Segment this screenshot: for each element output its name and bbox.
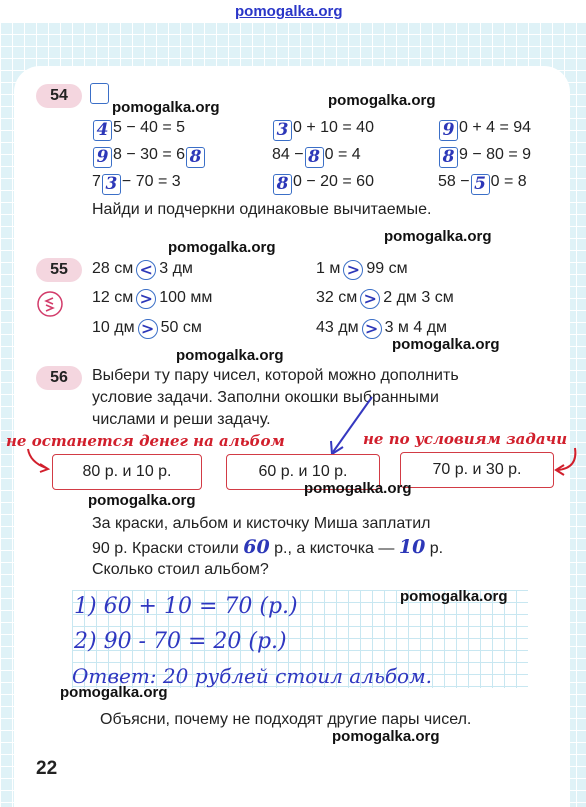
task-56-text-line-1: Выбери ту пару чисел, которой можно дополнить: [92, 367, 459, 384]
watermark: pomogalka.org: [332, 728, 440, 745]
comparison-sign-circle[interactable]: >: [343, 260, 363, 280]
comparison-left-value: 28 см: [92, 260, 134, 277]
solution-answer: Ответ: 20 рублей стоил альбом.: [72, 664, 433, 688]
equation-text: 84 −: [272, 146, 304, 163]
comparison-sign-circle[interactable]: >: [360, 289, 380, 309]
watermark-top[interactable]: pomogalka.org: [235, 3, 343, 20]
watermark: pomogalka.org: [88, 492, 196, 509]
comparison-sign-circle[interactable]: >: [138, 319, 158, 339]
page-number: 22: [36, 758, 58, 779]
watermark: pomogalka.org: [384, 228, 492, 245]
digit-answer-box[interactable]: 9: [93, 147, 112, 168]
solution-step-2: 2) 90 - 70 = 20 (р.): [74, 629, 287, 654]
equation-text: 5 − 40 = 5: [113, 119, 186, 136]
comparison-left-value: 10 дм: [92, 319, 135, 336]
comparison-sign-circle[interactable]: >: [362, 319, 382, 339]
watermark: pomogalka.org: [400, 588, 508, 605]
comparison-right-value: 3 м 4 дм: [384, 319, 448, 336]
digit-answer-box[interactable]: 8: [439, 147, 458, 168]
equation-text: 0 = 4: [324, 146, 361, 163]
comparison-left-value: 43 дм: [316, 319, 359, 336]
digit-answer-box[interactable]: 4: [93, 120, 112, 141]
explain-instruction: Объясни, почему не подходят другие пары чисел.: [100, 711, 472, 728]
equation-text: 0 + 10 = 40: [293, 119, 374, 136]
watermark: pomogalka.org: [112, 99, 220, 116]
watermark: pomogalka.org: [176, 347, 284, 364]
equation-text: 7: [92, 173, 101, 190]
equation-text: 0 + 4 = 94: [459, 119, 532, 136]
comparison-right-value: 2 дм 3 см: [383, 289, 454, 306]
problem-line-2-start: 90 р. Краски стоили: [92, 540, 239, 557]
watermark: pomogalka.org: [328, 92, 436, 109]
equation-text: 58 −: [438, 173, 470, 190]
digit-answer-box[interactable]: 3: [273, 120, 292, 141]
task-55-number: 55: [36, 258, 82, 282]
comparison-right-value: 99 см: [366, 260, 408, 277]
equation-text: 0 = 8: [490, 173, 527, 190]
problem-line-3: Сколько стоил альбом?: [92, 561, 269, 578]
problem-line-1: За краски, альбом и кисточку Миша заплатил: [92, 515, 431, 532]
comparison-right-value: 50 см: [160, 319, 202, 336]
digit-answer-box[interactable]: 8: [305, 147, 324, 168]
digit-answer-box[interactable]: 8: [186, 147, 205, 168]
task-54-instruction: Найди и подчеркни одинаковые вычитаемые.: [92, 201, 432, 218]
pair-option-2[interactable]: 60 р. и 10 р.: [226, 454, 380, 490]
task-56-text-line-3: числами и реши задачу.: [92, 411, 271, 428]
equation-text: − 70 = 3: [121, 173, 181, 190]
comparison-sign-circle[interactable]: <: [136, 260, 156, 280]
watermark: pomogalka.org: [392, 336, 500, 353]
problem-line-2: [92, 537, 443, 559]
comparison-right-value: 3 дм: [159, 260, 193, 277]
comparison-sign-circle[interactable]: >: [136, 289, 156, 309]
paint-price-answer[interactable]: 60: [243, 536, 270, 558]
digit-answer-box[interactable]: 9: [439, 120, 458, 141]
equation-text: 8 − 30 = 6: [113, 146, 186, 163]
task-56-number: 56: [36, 366, 82, 390]
digit-answer-box[interactable]: 3: [102, 174, 121, 195]
watermark: pomogalka.org: [304, 480, 412, 497]
brush-price-answer[interactable]: 10: [398, 536, 426, 558]
equation-text: 0 − 20 = 60: [293, 173, 374, 190]
comparison-left-value: 32 см: [316, 289, 358, 306]
note-right: не по условиям задачи: [363, 430, 568, 448]
problem-line-2-end: р.: [429, 540, 444, 557]
arrow-middle: [333, 397, 372, 452]
watermark: pomogalka.org: [60, 684, 168, 701]
comparison-left-value: 1 м: [316, 260, 341, 277]
watermark: pomogalka.org: [168, 239, 276, 256]
task-54-number: 54: [36, 84, 82, 108]
digit-answer-box[interactable]: 5: [471, 174, 490, 195]
comparison-left-value: 12 см: [92, 289, 134, 306]
solution-step-1: 1) 60 + 10 = 70 (р.): [74, 594, 298, 619]
note-left: не останется денег на альбом: [6, 432, 285, 450]
comparison-right-value: 100 мм: [159, 289, 213, 306]
digit-answer-box[interactable]: 8: [273, 174, 292, 195]
task-56-text-line-2: условие задачи. Заполни окошки выбранными: [92, 389, 439, 406]
problem-line-2-middle: р., а кисточка —: [274, 540, 395, 557]
pair-option-3[interactable]: 70 р. и 30 р.: [400, 452, 554, 488]
equation-text: 9 − 80 = 9: [459, 146, 532, 163]
pair-option-1[interactable]: 80 р. и 10 р.: [52, 454, 202, 490]
